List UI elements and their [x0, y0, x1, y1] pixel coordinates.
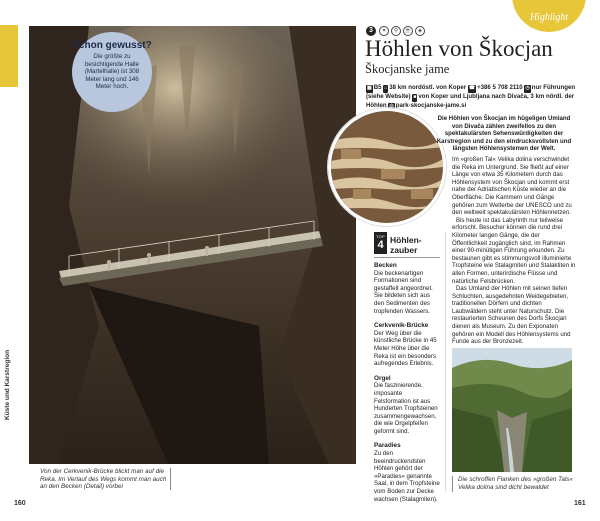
cafe-icon: ☕: [404, 28, 412, 34]
info-block: [366, 84, 581, 110]
train-icon: ■: [413, 93, 417, 100]
top4-title: Höhlen- zauber: [390, 235, 422, 255]
body-text: [452, 156, 576, 346]
caption-divider: [170, 468, 171, 490]
column-divider: [445, 232, 446, 492]
body-paragraph: Das Umland der Höhlen mit seinen tiefen Schluchten, ausgedehnten Weidegebieten, traditionellen Dörfern und dichten Laubwäldern steht unter Naturschutz. Die restaurierten Scheunen des Dorfs Škocjan dienen als Museum. Zu den Exponaten gehören ein Modell des Höhlensystems und Funde aus der Bronzezeit.: [452, 285, 571, 346]
valley-illustration: [452, 348, 572, 472]
caption-divider: [452, 476, 453, 492]
did-you-know-bubble: [72, 32, 152, 112]
entry-text: Die faszinierende, imposante Felsformation ist aus Hunderten Tropfsteinen zusammengewachsen, die wie Orgelpfeifen geformt sind.: [374, 382, 438, 435]
page-subtitle: Škocjanske jame: [365, 62, 450, 76]
tours: nur Führungen (siehe Website): [366, 84, 576, 100]
page-title: Höhlen von Škocjan: [365, 36, 553, 61]
phone-icon: ☎: [468, 85, 476, 91]
entry-number: 3: [366, 26, 376, 36]
chapter-tab: [0, 25, 18, 87]
top4-divider: [374, 257, 440, 258]
map-ref: B5: [373, 84, 382, 91]
clock-icon: ◷: [525, 85, 530, 91]
pools-illustration: [331, 111, 443, 223]
entry-heading: Cerkvenik-Brücke: [374, 322, 429, 330]
web-icon: ◎: [389, 102, 394, 109]
right-caption: Die schroffen Flanken des »großen Tals« Velika dolina sind dicht bewaldet: [458, 476, 573, 491]
top4-list: [374, 262, 440, 510]
restaurant-icon: ⚲: [391, 26, 401, 36]
body-paragraph: Bis heute ist das Labyrinth nur teilweise erforscht. Besucher können die rund drei Kilometer langen Gänge, die der Öffentlichkeit zugänglich sind, im Rahmen einer 90-minütigen Führung erkunden. Zu bestaunen gibt es stimmungsvoll illuminierte Tropfsteine wie Stalagmiten und Stalaktiten in allen Formen, unterirdische Flüsse und natürliche Felsbrücken.: [452, 216, 576, 285]
page-number-right: 161: [574, 500, 586, 507]
entry-heading: Becken: [374, 262, 397, 269]
top-number: 4: [377, 239, 384, 251]
transport: von Koper und Ljubljana nach Divača, 3 km nördl. der Höhlen: [366, 92, 575, 109]
top4-badge: [374, 232, 387, 254]
highlight-label: Highlight: [529, 12, 569, 23]
body-paragraph: Im »großen Tal« Velika dolina verschwindet die Reka im Untergrund. Sie fließt auf einer Länge von etwa 35 Kilometern durch das Höhlensystem von Škocjan und kommt erst nahe der Adriatischen Küste wieder an die Oberfläche. Die Kammern und Gänge gehören zum Welterbe der UNESCO und zu den weltweit spektakulärsten Höhlennetzen.: [452, 156, 572, 217]
did-you-know-text: Die größte zu besichtigende Halle (Martelhalle) ist 308 Meter lang und 146 Meter hoch.: [84, 53, 140, 91]
running-header: [3, 90, 17, 420]
location-icon: ⌂: [384, 85, 388, 91]
phone: +386 5 708 2110: [477, 84, 523, 91]
page-number-left: 160: [14, 500, 26, 507]
region-label: Küste und Karstregion: [4, 349, 11, 420]
highlight-badge: [512, 0, 586, 32]
map-icon: ▦: [367, 85, 372, 91]
did-you-know-title: Schon gewusst?: [72, 40, 152, 51]
seal-icon: ✦: [379, 26, 389, 36]
entry-text: Zu den beeindruckendsten Höhlen gehört der »Paradies« genannte Saal, in dem Tropfsteine vom Boden zur Decke wachsen (Stalagmiten).: [374, 450, 440, 503]
valley-photo: [452, 348, 572, 472]
detail-photo-pools: [328, 108, 446, 226]
entry-heading: Paradies: [374, 442, 401, 450]
shop-icon: ◈: [415, 26, 425, 36]
distance: 38 km nordöstl. von Koper: [389, 84, 467, 91]
entry-text: Der Weg über die künstliche Brücke in 45 Meter Höhe über die Reka ist ein besonders aufregendes Erlebnis.: [374, 329, 437, 368]
top-label: TOP: [375, 234, 386, 239]
intro-text: Die Höhlen von Škocjan im hügeligen Umland von Divača zählen zweifellos zu den spektakulärsten Sehenswürdigkeiten der Karstregion und zu den eindrucksvollsten und längsten Höhlensystemen der Welt.: [436, 115, 572, 153]
left-caption: Von der Cerkvenik-Brücke blickt man auf die Reka. Im Verlauf des Wegs kommt man auch an den Becken (Detail) vorbei: [40, 468, 167, 491]
website[interactable]: park-skocjanske-jame.si: [395, 101, 467, 109]
entry-heading: Orgel: [374, 374, 391, 382]
entry-text: Die beckenartigen Formationen sind gestaffelt angeordnet. Sie bildeten sich aus den Sedimenten des tropfenden Wassers.: [374, 269, 433, 315]
